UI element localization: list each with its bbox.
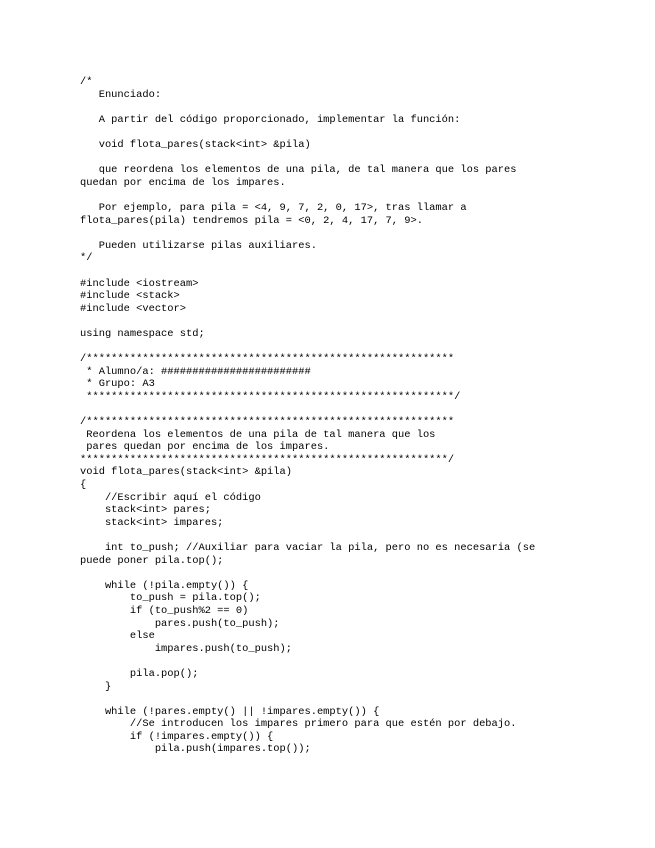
code-line: void flota_pares(stack<int> &pila) [80,466,293,479]
code-line: */ [80,252,93,265]
code-listing [80,76,650,756]
code-line: A partir del código proporcionado, implementar la función: [80,113,461,126]
code-line [80,340,650,353]
code-line: int to_push; //Auxiliar para vaciar la pila, pero no es necesaria (se [80,541,536,554]
code-line: { [80,479,87,491]
code-line: void flota_pares(stack<int> &pila) [80,138,311,151]
code-line: Por ejemplo, para pila = <4, 9, 7, 2, 0, 17>, tras llamar a [80,201,467,214]
code-line: * Alumno/a: ######################## [80,365,311,378]
code-line [80,693,650,706]
code-line: stack<int> pares; [80,504,211,517]
code-line [80,265,650,278]
code-line: Enunciado: [80,88,162,101]
code-line: /*********************************************************** [80,353,455,366]
code-line: pila.push(impares.top()); [80,743,311,756]
code-line [80,567,650,580]
code-line [80,227,650,240]
code-line: pares quedan por encima de los impares. [80,441,330,454]
code-line [80,152,650,165]
code-line: quedan por encima de los impares. [80,176,286,189]
code-line [80,101,650,114]
code-line: #include <iostream> [80,277,199,290]
code-line [80,189,650,202]
code-line: #include <vector> [80,302,187,315]
code-line [80,655,650,668]
code-line: ***********************************************************/ [80,390,461,403]
code-line: if (!impares.empty()) { [80,730,274,743]
code-line: /*********************************************************** [80,416,455,429]
code-line: #include <stack> [80,290,180,303]
code-line: to_push = pila.top(); [80,592,261,605]
code-line [80,315,650,328]
code-line: using namespace std; [80,327,205,340]
code-line: que reordena los elementos de una pila, de tal manera que los pares [80,164,517,177]
code-line: pila.pop(); [80,667,199,680]
code-line: * Grupo: A3 [80,378,155,391]
code-line: Reordena los elementos de una pila de tal manera que los [80,428,436,441]
code-line: while (!pila.empty()) { [80,579,249,592]
code-line: flota_pares(pila) tendremos pila = <0, 2, 4, 17, 7, 9>. [80,214,423,227]
code-line: } [80,680,112,693]
code-line [80,126,650,139]
code-line: puede poner pila.top(); [80,554,224,567]
code-line: pares.push(to_push); [80,617,280,630]
code-line: while (!pares.empty() || !impares.empty()) { [80,705,380,718]
code-line: ***********************************************************/ [80,453,455,466]
code-line: if (to_push%2 == 0) [80,604,249,617]
code-line: impares.push(to_push); [80,642,293,655]
code-line: //Escribir aquí el código [80,491,261,504]
code-line: //Se introducen los impares primero para que estén por debajo. [80,718,517,731]
code-line [80,403,650,416]
code-line: Pueden utilizarse pilas auxiliares. [80,239,317,252]
code-line: else [80,630,155,643]
code-line: stack<int> impares; [80,516,224,529]
code-line: /* [80,76,93,88]
code-line [80,529,650,542]
